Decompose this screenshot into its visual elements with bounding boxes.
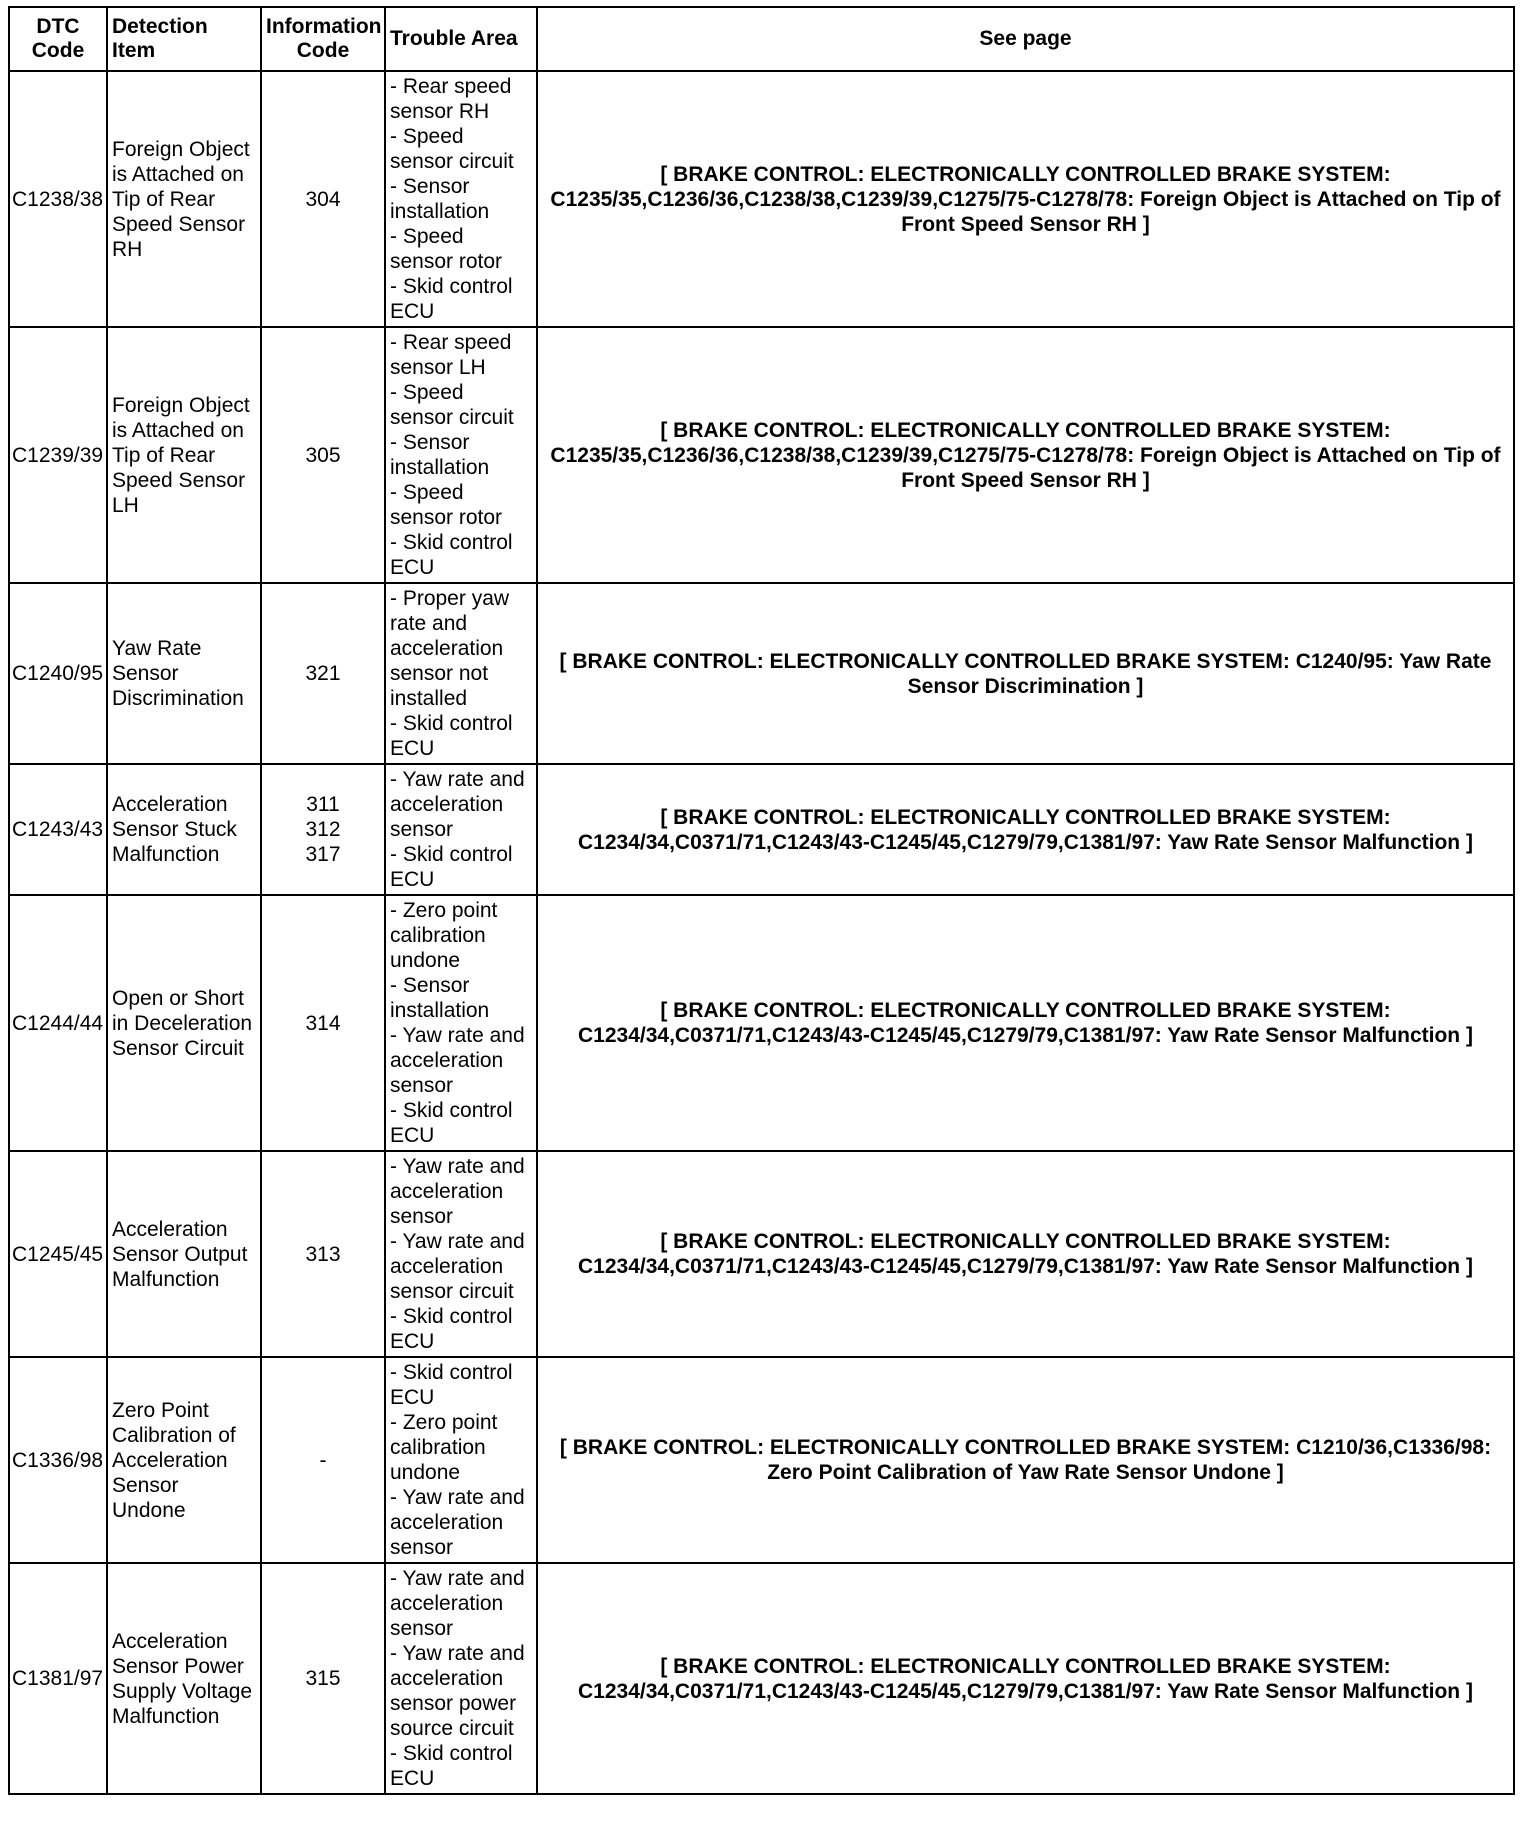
trouble-area-cell-line: sensor circuit	[390, 1280, 514, 1303]
trouble-area-cell-line: acceleration	[390, 637, 504, 660]
trouble-area-cell-line: - Zero point	[390, 899, 498, 922]
information-code-cell	[261, 71, 385, 327]
dtc-code-cell: C1381/97	[9, 1563, 107, 1794]
trouble-area-cell-line: - Rear speed	[390, 331, 512, 354]
table-row	[9, 327, 1514, 583]
trouble-area-cell-line: - Skid control	[390, 843, 513, 866]
trouble-area-cell-line: - Yaw rate and	[390, 1486, 525, 1509]
detection-item-cell-line: Sensor Power	[112, 1654, 244, 1678]
trouble-area-cell-line: acceleration	[390, 1592, 504, 1615]
information-code-cell-line: 305	[305, 443, 341, 467]
detection-item-cell-line: RH	[112, 237, 143, 261]
trouble-area-cell-line: - Skid control	[390, 1742, 513, 1765]
trouble-area-cell-line: - Speed	[390, 225, 464, 248]
table-row	[9, 764, 1514, 895]
header-dtc-code	[9, 7, 107, 71]
see-page-reference-line: Zero Point Calibration of Yaw Rate Sensor Undone ]	[767, 1461, 1284, 1484]
table-row	[9, 583, 1514, 764]
trouble-area-cell-line: source circuit	[390, 1717, 514, 1740]
trouble-area-cell-line: installation	[390, 200, 490, 223]
trouble-area-cell	[385, 327, 537, 583]
dtc-code-cell: C1238/38	[9, 71, 107, 327]
information-code-cell-line: 314	[305, 1011, 341, 1035]
see-page-reference-line: C1234/34,C0371/71,C1243/43-C1245/45,C1279/79,C1381/97: Yaw Rate Sensor Malfunction ]	[578, 1255, 1473, 1278]
information-code-cell	[261, 327, 385, 583]
trouble-area-cell-line: sensor rotor	[390, 250, 503, 273]
detection-item-cell-line: Sensor Stuck	[112, 818, 237, 841]
see-page-reference-line: Front Speed Sensor RH ]	[901, 212, 1150, 236]
information-code-cell	[261, 1357, 385, 1563]
see-page-reference	[537, 1563, 1514, 1794]
trouble-area-cell-line: - Sensor	[390, 431, 470, 454]
detection-item-cell-line: in Deceleration	[112, 1011, 253, 1035]
see-page-reference-line: [ BRAKE CONTROL: ELECTRONICALLY CONTROLLED BRAKE SYSTEM:	[660, 1230, 1391, 1253]
trouble-area-cell	[385, 583, 537, 764]
dtc-code-cell: C1243/43	[9, 764, 107, 895]
trouble-area-cell-line: - Speed	[390, 125, 464, 148]
header-information-code-line: Information	[266, 15, 382, 38]
see-page-reference-line: [ BRAKE CONTROL: ELECTRONICALLY CONTROLLED BRAKE SYSTEM:	[660, 418, 1391, 442]
trouble-area-cell-line: acceleration	[390, 1255, 504, 1278]
see-page-reference-line: [ BRAKE CONTROL: ELECTRONICALLY CONTROLLED BRAKE SYSTEM:	[660, 1654, 1391, 1678]
see-page-reference	[537, 1151, 1514, 1357]
trouble-area-cell	[385, 1563, 537, 1794]
header-row	[9, 7, 1514, 71]
dtc-table	[8, 6, 1515, 1795]
trouble-area-cell-line: - Proper yaw	[390, 587, 510, 610]
trouble-area-cell	[385, 764, 537, 895]
dtc-code-cell: C1244/44	[9, 895, 107, 1151]
information-code-cell	[261, 764, 385, 895]
trouble-area-cell	[385, 71, 537, 327]
detection-item-cell-line: Tip of Rear	[112, 443, 216, 467]
trouble-area-cell-line: - Skid control	[390, 712, 513, 735]
information-code-cell-line: 321	[305, 662, 341, 685]
trouble-area-cell-line: - Rear speed	[390, 75, 512, 98]
trouble-area-cell-line: - Skid control	[390, 531, 513, 554]
trouble-area-cell-line: sensor circuit	[390, 150, 514, 173]
information-code-cell	[261, 1151, 385, 1357]
trouble-area-cell-line: sensor circuit	[390, 406, 514, 429]
see-page-reference-line: [ BRAKE CONTROL: ELECTRONICALLY CONTROLLED BRAKE SYSTEM:	[660, 999, 1391, 1022]
detection-item-cell	[107, 1151, 261, 1357]
trouble-area-cell-line: acceleration	[390, 1511, 504, 1534]
detection-item-cell	[107, 71, 261, 327]
see-page-reference-line: C1234/34,C0371/71,C1243/43-C1245/45,C1279/79,C1381/97: Yaw Rate Sensor Malfunction ]	[578, 1024, 1473, 1047]
detection-item-cell	[107, 1563, 261, 1794]
detection-item-cell-line: Acceleration	[112, 793, 228, 816]
header-trouble-area: Trouble Area	[385, 7, 537, 71]
detection-item-cell	[107, 327, 261, 583]
trouble-area-cell-line: sensor	[390, 818, 454, 841]
information-code-cell-line: -	[319, 1448, 327, 1472]
information-code-cell	[261, 583, 385, 764]
detection-item-cell	[107, 583, 261, 764]
header-detection-item: Detection Item	[107, 7, 261, 71]
trouble-area-cell-line: - Skid control	[390, 1305, 513, 1328]
see-page-reference-line: Front Speed Sensor RH ]	[901, 468, 1150, 492]
detection-item-cell-line: Speed Sensor	[112, 212, 246, 236]
trouble-area-cell-line: acceleration	[390, 1667, 504, 1690]
trouble-area-cell-line: ECU	[390, 1386, 435, 1409]
detection-item-cell-line: Sensor	[112, 662, 179, 685]
trouble-area-cell-line: calibration	[390, 924, 486, 947]
detection-item-cell-line: Malfunction	[112, 1267, 220, 1291]
trouble-area-cell-line: sensor	[390, 1205, 454, 1228]
detection-item-cell-line: Supply Voltage	[112, 1679, 253, 1703]
trouble-area-cell-line: rate and	[390, 612, 468, 635]
detection-item-cell-line: Malfunction	[112, 1704, 220, 1728]
trouble-area-cell-line: - Yaw rate and	[390, 1642, 525, 1665]
see-page-reference-line: [ BRAKE CONTROL: ELECTRONICALLY CONTROLLED BRAKE SYSTEM: C1240/95: Yaw Rate	[559, 649, 1492, 673]
dtc-code-cell: C1240/95	[9, 583, 107, 764]
table-row	[9, 71, 1514, 327]
see-page-reference	[537, 1357, 1514, 1563]
trouble-area-cell-line: ECU	[390, 1330, 435, 1353]
trouble-area-cell-line: ECU	[390, 1767, 435, 1790]
trouble-area-cell-line: - Yaw rate and	[390, 768, 525, 791]
trouble-area-cell-line: acceleration	[390, 1049, 504, 1072]
header-information-code-line: Code	[296, 39, 350, 62]
detection-item-cell-line: is Attached on	[112, 418, 244, 442]
detection-item-cell-line: Malfunction	[112, 843, 220, 866]
detection-item-cell-line: Yaw Rate	[112, 637, 202, 660]
trouble-area-cell-line: acceleration	[390, 1180, 504, 1203]
trouble-area-cell-line: calibration	[390, 1436, 486, 1459]
detection-item-cell-line: Calibration of	[112, 1423, 236, 1447]
trouble-area-cell-line: sensor	[390, 1536, 454, 1559]
dtc-code-cell: C1245/45	[9, 1151, 107, 1357]
detection-item-cell-line: Sensor Circuit	[112, 1036, 244, 1060]
table-row	[9, 1357, 1514, 1563]
see-page-reference	[537, 327, 1514, 583]
trouble-area-cell-line: sensor power	[390, 1692, 517, 1715]
trouble-area-cell-line: ECU	[390, 737, 435, 760]
trouble-area-cell-line: - Zero point	[390, 1411, 498, 1434]
see-page-reference-line: C1234/34,C0371/71,C1243/43-C1245/45,C1279/79,C1381/97: Yaw Rate Sensor Malfunction ]	[578, 830, 1473, 854]
trouble-area-cell-line: ECU	[390, 556, 435, 579]
trouble-area-cell-line: - Yaw rate and	[390, 1155, 525, 1178]
see-page-reference	[537, 895, 1514, 1151]
detection-item-cell-line: is Attached on	[112, 162, 244, 186]
trouble-area-cell-line: sensor	[390, 1074, 454, 1097]
see-page-reference-line: Sensor Discrimination ]	[907, 674, 1144, 698]
trouble-area-cell-line: acceleration	[390, 793, 504, 816]
trouble-area-cell-line: - Speed	[390, 481, 464, 504]
header-dtc-code-line: Code	[31, 39, 85, 62]
trouble-area-cell	[385, 1151, 537, 1357]
table-row	[9, 1563, 1514, 1794]
detection-item-cell-line: Acceleration	[112, 1448, 228, 1472]
trouble-area-cell-line: - Sensor	[390, 974, 470, 997]
trouble-area-cell	[385, 895, 537, 1151]
header-information-code	[261, 7, 385, 71]
trouble-area-cell-line: ECU	[390, 1124, 435, 1147]
detection-item-cell-line: Tip of Rear	[112, 187, 216, 211]
information-code-cell	[261, 1563, 385, 1794]
trouble-area-cell-line: installation	[390, 456, 490, 479]
detection-item-cell-line: Sensor Output	[112, 1242, 248, 1266]
header-see-page: See page	[537, 7, 1514, 71]
detection-item-cell-line: Zero Point	[112, 1398, 209, 1422]
detection-item-cell-line: Foreign Object	[112, 393, 250, 417]
trouble-area-cell-line: - Skid control	[390, 1099, 513, 1122]
trouble-area-cell-line: - Skid control	[390, 1361, 513, 1384]
see-page-reference-line: C1235/35,C1236/36,C1238/38,C1239/39,C1275/75-C1278/78: Foreign Object is Attached on Tip of	[550, 187, 1501, 211]
detection-item-cell	[107, 1357, 261, 1563]
detection-item-cell-line: Acceleration	[112, 1629, 228, 1653]
trouble-area-cell-line: - Yaw rate and	[390, 1230, 525, 1253]
dtc-code-cell: C1336/98	[9, 1357, 107, 1563]
trouble-area-cell-line: sensor RH	[390, 100, 490, 123]
see-page-reference	[537, 583, 1514, 764]
table-header	[9, 7, 1514, 71]
information-code-cell	[261, 895, 385, 1151]
table-row	[9, 1151, 1514, 1357]
detection-item-cell-line: Foreign Object	[112, 137, 250, 161]
trouble-area-cell-line: - Skid control	[390, 275, 513, 298]
detection-item-cell	[107, 895, 261, 1151]
trouble-area-cell-line: sensor LH	[390, 356, 486, 379]
detection-item-cell-line: LH	[112, 493, 139, 517]
trouble-area-cell-line: undone	[390, 1461, 461, 1484]
information-code-cell-line: 315	[305, 1667, 341, 1690]
detection-item-cell-line: Speed Sensor	[112, 468, 246, 492]
see-page-reference-line: C1235/35,C1236/36,C1238/38,C1239/39,C1275/75-C1278/78: Foreign Object is Attached on Tip of	[550, 443, 1501, 467]
trouble-area-cell-line: sensor rotor	[390, 506, 503, 529]
trouble-area-cell-line: - Yaw rate and	[390, 1567, 525, 1590]
see-page-reference	[537, 71, 1514, 327]
trouble-area-cell-line: sensor	[390, 1617, 454, 1640]
information-code-cell-line: 317	[305, 843, 341, 866]
trouble-area-cell-line: installed	[390, 687, 468, 710]
detection-item-cell	[107, 764, 261, 895]
detection-item-cell-line: Acceleration	[112, 1217, 228, 1241]
trouble-area-cell-line: undone	[390, 949, 461, 972]
information-code-cell-line: 311	[306, 793, 340, 816]
see-page-reference-line: [ BRAKE CONTROL: ELECTRONICALLY CONTROLLED BRAKE SYSTEM: C1210/36,C1336/98:	[559, 1436, 1492, 1459]
dtc-code-cell: C1239/39	[9, 327, 107, 583]
trouble-area-cell	[385, 1357, 537, 1563]
trouble-area-cell-line: ECU	[390, 868, 435, 891]
see-page-reference	[537, 764, 1514, 895]
header-dtc-code-line: DTC	[36, 15, 80, 38]
see-page-reference-line: C1234/34,C0371/71,C1243/43-C1245/45,C1279/79,C1381/97: Yaw Rate Sensor Malfunction ]	[578, 1679, 1473, 1703]
trouble-area-cell-line: - Yaw rate and	[390, 1024, 525, 1047]
trouble-area-cell-line: installation	[390, 999, 490, 1022]
information-code-cell-line: 313	[305, 1242, 341, 1266]
trouble-area-cell-line: - Speed	[390, 381, 464, 404]
detection-item-cell-line: Discrimination	[112, 687, 244, 710]
information-code-cell-line: 304	[305, 187, 341, 211]
table-row	[9, 895, 1514, 1151]
trouble-area-cell-line: sensor not	[390, 662, 489, 685]
trouble-area-cell-line: - Sensor	[390, 175, 470, 198]
table-body	[9, 71, 1514, 1794]
see-page-reference-line: [ BRAKE CONTROL: ELECTRONICALLY CONTROLLED BRAKE SYSTEM:	[660, 162, 1391, 186]
detection-item-cell-line: Sensor Undone	[112, 1473, 186, 1522]
information-code-cell-line: 312	[305, 818, 341, 841]
detection-item-cell-line: Open or Short	[112, 986, 244, 1010]
trouble-area-cell-line: ECU	[390, 300, 435, 323]
see-page-reference-line: [ BRAKE CONTROL: ELECTRONICALLY CONTROLLED BRAKE SYSTEM:	[660, 805, 1391, 829]
